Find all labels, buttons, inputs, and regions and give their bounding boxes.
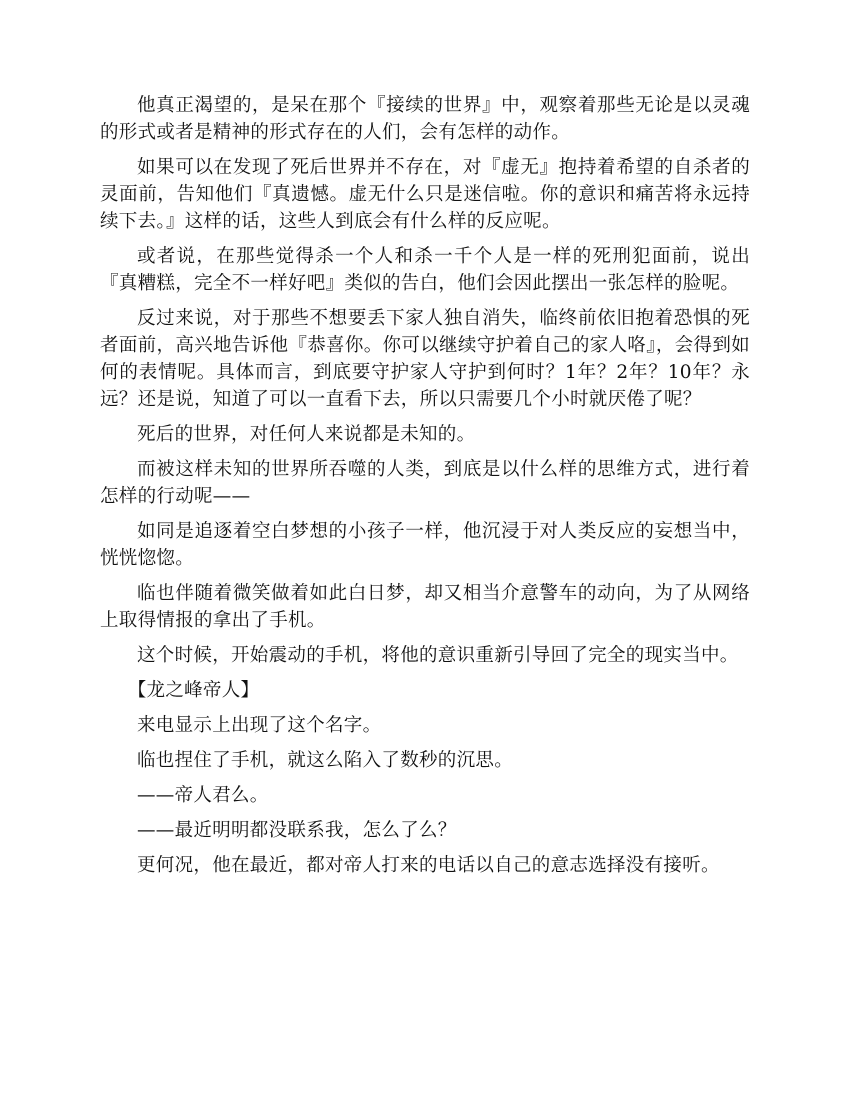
document-body [100,92,750,887]
paragraph: 更何况，他在最近，都对帝人打来的电话以自己的意志选择没有接听。 [137,855,720,876]
paragraph: 而被这样未知的世界所吞噬的人类，到底是以什么样的思维方式，进行着怎样的行动呢—— [100,459,750,507]
paragraph: 或者说，在那些觉得杀一个人和杀一千个人是一样的死刑犯面前，说出『真糟糕，完全不一样好吧』类似的告白，他们会因此摆出一张怎样的脸呢。 [100,246,750,294]
dialogue-line: ——帝人君么。 [137,785,269,806]
paragraph: 如同是追逐着空白梦想的小孩子一样，他沉浸于对人类反应的妄想当中，恍恍惚惚。 [100,521,750,569]
dialogue-line: ——最近明明都没联系我，怎么了么？ [137,820,457,841]
paragraph: 他真正渴望的，是呆在那个『接续的世界』中，观察着那些无论是以灵魂的形式或者是精神的形式存在的人们，会有怎样的动作。 [100,95,750,143]
paragraph: 如果可以在发现了死后世界并不存在，对『虚无』抱持着希望的自杀者的灵面前，告知他们『真遗憾。虚无什么只是迷信啦。你的意识和痛苦将永远持续下去。』这样的话，这些人到底会有什么样的反应呢。 [100,157,750,232]
paragraph: 这个时候，开始震动的手机，将他的意识重新引导回了完全的现实当中。 [137,645,739,666]
paragraph: 死后的世界，对任何人来说都是未知的。 [137,424,476,445]
caller-name-line: 【龙之峰帝人】 [127,680,260,701]
paragraph: 临也捏住了手机，就这么陷入了数秒的沉思。 [137,750,514,771]
paragraph: 反过来说，对于那些不想要丢下家人独自消失，临终前依旧抱着恐惧的死者面前，高兴地告诉他『恭喜你。你可以继续守护着自己的家人咯』，会得到如何的表情呢。具体而言，到底要守护家人守护到何时？1年？2年？10年？永远？还是说，知道了可以一直看下去，所以只需要几个小时就厌倦了呢？ [100,308,750,410]
paragraph: 临也伴随着微笑做着如此白日梦，却又相当介意警车的动向，为了从网络上取得情报的拿出了手机。 [100,583,750,631]
paragraph: 来电显示上出现了这个名字。 [137,715,382,736]
